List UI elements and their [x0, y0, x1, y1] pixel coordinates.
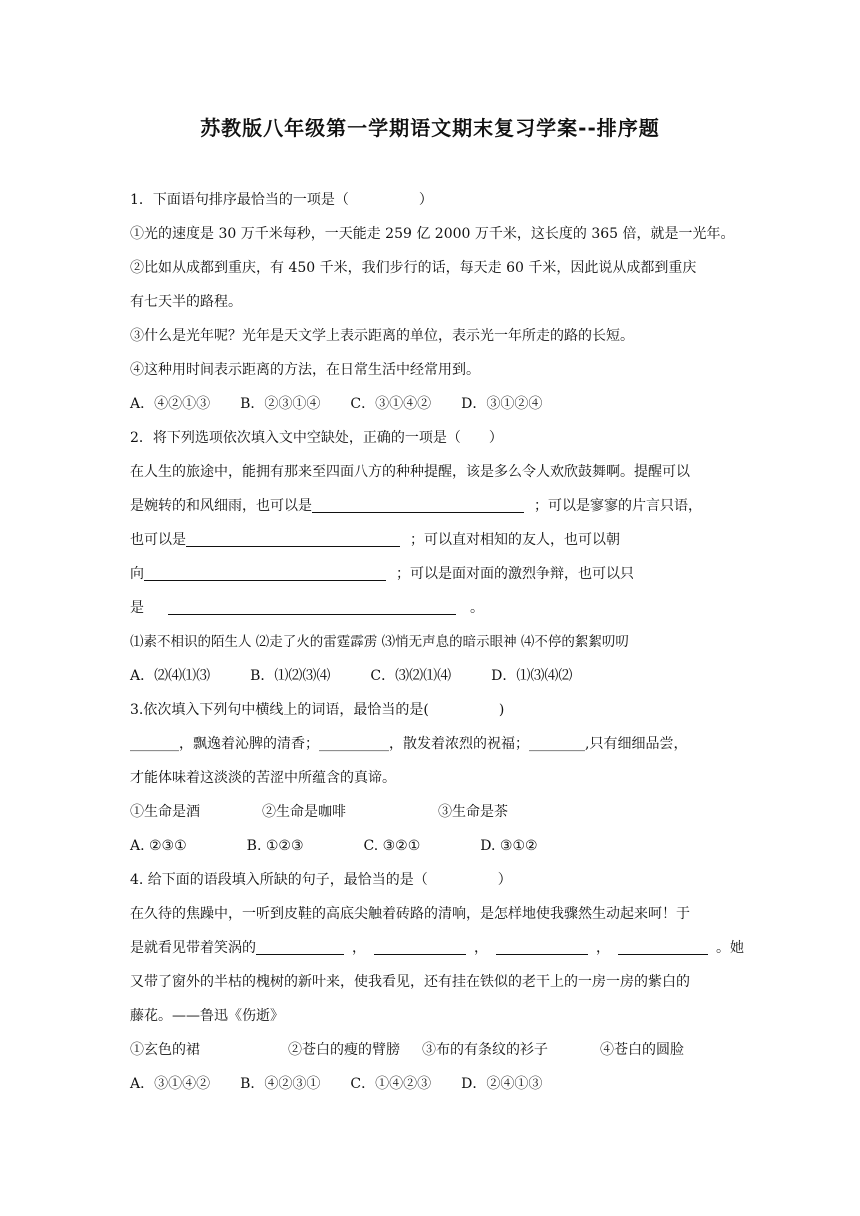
q4-passage-1: 在久待的焦躁中，一听到皮鞋的高底尖触着砖路的清响，是怎样地使我骤然生动起来呵！于 [130, 906, 690, 922]
q2-option-b: B．⑴⑵⑶⑷ [250, 668, 331, 684]
question-4-stem: 4. 给下面的语段填入所缺的句子，最恰当的是（ ） [130, 872, 512, 888]
blank-line [144, 564, 386, 581]
q1-sentence-1: ①光的速度是 30 万千米每秒，一天能走 259 亿 2000 万千米，这长度的 365 倍，就是一光年。 [130, 226, 735, 242]
q4-passage-2-text: 是就看见带着笑涡的 [130, 940, 256, 956]
q1-options [130, 394, 542, 414]
q4-passage-3: 又带了窗外的半枯的槐树的新叶来，使我看见，还有挂在铁似的老干上的一房一房的紫白的 [130, 974, 690, 990]
q2-passage-3 [130, 530, 620, 550]
q4-choice-1: ①玄色的裙 [130, 1042, 200, 1058]
q1-option-a: A．④②①③ [130, 396, 211, 412]
q1-option-b: B．②③①④ [240, 396, 321, 412]
q4-separator: ， [474, 940, 488, 956]
q4-passage-2 [130, 938, 744, 958]
q4-passage-4: 藤花。——鲁迅《伤逝》 [130, 1008, 284, 1024]
blank-line [312, 496, 524, 513]
q2-passage-4 [130, 564, 634, 584]
q4-option-c: C．①④②③ [350, 1076, 432, 1092]
q2-passage-3-tail: ；可以直对相知的友人，也可以朝 [410, 532, 620, 548]
q1-option-c: C．③①④② [350, 396, 432, 412]
q3-choice-2: ②生命是咖啡 [262, 804, 346, 820]
question-2-stem: 2．将下列选项依次填入文中空缺处，正确的一项是（ ） [130, 430, 503, 446]
q3-choice-1: ①生命是酒 [130, 804, 200, 820]
q4-separator: ， [596, 940, 610, 956]
q2-passage-2-text: 是婉转的和风细雨，也可以是 [130, 498, 312, 514]
question-3-stem: 3.依次填入下列句中横线上的词语，最恰当的是( ) [130, 702, 505, 718]
blank-line [374, 938, 466, 955]
q3-option-c: C. ③②① [363, 838, 421, 854]
q4-choice-4: ④苍白的圆脸 [600, 1042, 684, 1058]
blank-line [186, 530, 400, 547]
q4-choice-3: ③布的有条纹的衫子 [422, 1042, 548, 1058]
q3-choice-3: ③生命是茶 [438, 804, 508, 820]
blank-line [618, 938, 708, 955]
q3-choices [130, 802, 508, 822]
q1-sentence-3: ③什么是光年呢？光年是天文学上表示距离的单位，表示光一年所走的路的长短。 [130, 328, 634, 344]
q4-option-b: B．④②③① [240, 1076, 321, 1092]
q2-options [130, 666, 572, 686]
blank-line [496, 938, 588, 955]
q2-passage-4-tail: ；可以是面对面的激烈争辩，也可以只 [396, 566, 634, 582]
q3-option-a: A. ②③① [130, 838, 187, 854]
q2-passage-1: 在人生的旅途中，能拥有那来至四面八方的种种提醒，该是多么令人欢欣鼓舞啊。提醒可以 [130, 464, 690, 480]
q3-passage-2: 才能体味着这淡淡的苦涩中所蕴含的真谛。 [130, 770, 396, 786]
q4-passage-2-tail: 。她 [716, 940, 744, 956]
blank-line [168, 598, 456, 615]
q2-passage-5 [130, 598, 484, 618]
q1-sentence-4: ④这种用时间表示距离的方法，在日常生活中经常用到。 [130, 362, 480, 378]
q2-passage-5-tail: 。 [470, 600, 484, 616]
q4-choice-2: ②苍白的瘦的臂膀 [288, 1042, 400, 1058]
q4-choices [130, 1040, 684, 1060]
q2-option-c: C．⑶⑵⑴⑷ [370, 668, 452, 684]
q2-choices: ⑴素不相识的陌生人 ⑵走了火的雷霆霹雳 ⑶悄无声息的暗示眼神 ⑷不停的絮絮叨叨 [130, 634, 629, 650]
q2-option-a: A．⑵⑷⑴⑶ [130, 668, 211, 684]
q1-option-d: D．③①②④ [461, 396, 543, 412]
q4-separator: ， [352, 940, 366, 956]
q2-option-d: D．⑴⑶⑷⑵ [491, 668, 573, 684]
q2-passage-4-text: 向 [130, 566, 144, 582]
q2-passage-3-text: 也可以是 [130, 532, 186, 548]
q1-sentence-2: ②比如从成都到重庆，有 450 千米，我们步行的话，每天走 60 千米，因此说从成都到重庆 [130, 260, 697, 276]
q2-passage-2 [130, 496, 702, 516]
q1-sentence-2-cont: 有七天半的路程。 [130, 294, 242, 310]
page-title: 苏教版八年级第一学期语文期末复习学案--排序题 [200, 116, 660, 140]
q4-option-a: A．③①④② [130, 1076, 211, 1092]
q2-passage-5-text: 是 [130, 600, 144, 616]
q3-option-b: B. ①②③ [246, 838, 304, 854]
q3-options [130, 836, 538, 856]
question-1-stem: 1．下面语句排序最恰当的一项是（ ） [130, 192, 433, 208]
q4-option-d: D．②④①③ [461, 1076, 543, 1092]
blank-line [256, 938, 344, 955]
q3-passage-1: _______，飘逸着沁脾的清香；__________，散发着浓烈的祝福；________,只有细细品尝， [130, 736, 688, 752]
q2-passage-2-tail: ；可以是寥寥的片言只语， [534, 498, 702, 514]
q3-option-d: D. ③①② [480, 838, 538, 854]
q4-options [130, 1074, 542, 1094]
